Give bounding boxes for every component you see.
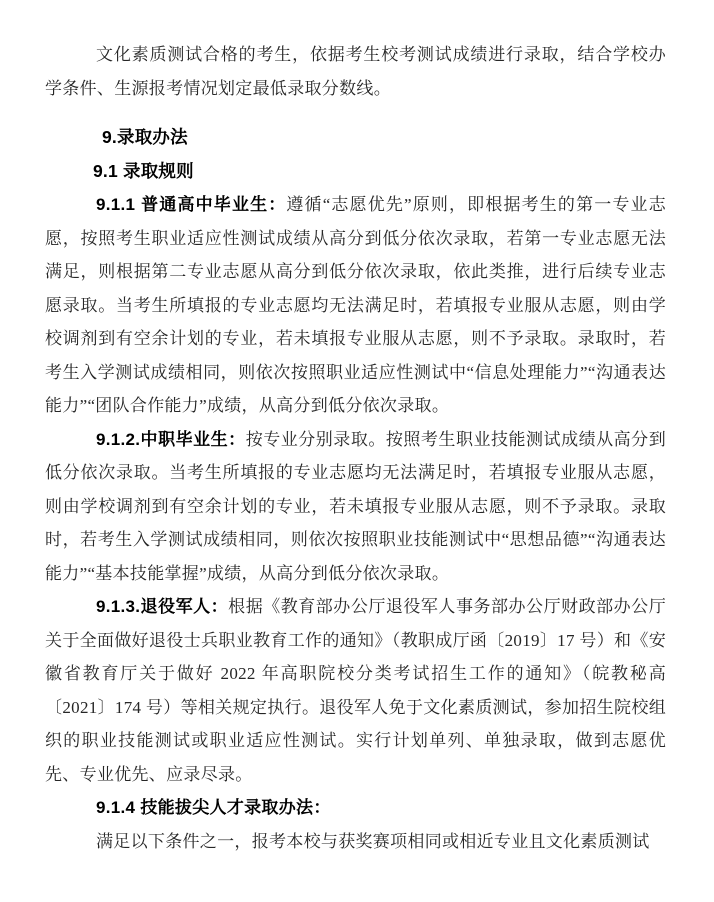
intro-paragraph-text: 文化素质测试合格的考生，依据考生校考测试成绩进行录取，结合学校办学条件、生源报考情况划定最低录取分数线。 (45, 45, 666, 98)
closing-paragraph (45, 825, 666, 859)
paragraph-9-1-1-body: 遵循“志愿优先”原则，即根据考生的第一专业志愿，按照考生职业适应性测试成绩从高分到低分依次录取，若第一专业志愿无法满足，则根据第二专业志愿从高分到低分依次录取，依此类推，进行后续专业志愿录取。当考生所填报的专业志愿均无法满足时，若填报专业服从志愿，则由学校调剂到有空余计划的专业，若未填报专业服从志愿，则不予录取。录取时，若考生入学测试成绩相同，则依次按照职业适应性测试中“信息处理能力”“沟通表达能力”“团队合作能力”成绩，从高分到低分依次录取。 (45, 195, 666, 415)
paragraph-9-1-3-label: 9.1.3.退役军人： (96, 597, 229, 616)
paragraph-9-1-1-label: 9.1.1 普通高中毕业生： (96, 195, 287, 214)
paragraph-9-1-1 (45, 188, 666, 423)
paragraph-9-1-4-label: 9.1.4 技能拔尖人才录取办法： (96, 798, 331, 817)
intro-paragraph (45, 38, 666, 105)
paragraph-9-1-2-body: 按专业分别录取。按照考生职业技能测试成绩从高分到低分依次录取。当考生所填报的专业志愿均无法满足时，若填报专业服从志愿，则由学校调剂到有空余计划的专业，若未填报专业服从志愿，则不予录取。录取时，若考生入学测试成绩相同，则依次按照职业技能测试中“思想品德”“沟通表达能力”“基本技能掌握”成绩，从高分到低分依次录取。 (45, 429, 666, 583)
section-heading: 9.录取办法 (102, 127, 188, 147)
paragraph-9-1-2-label: 9.1.2.中职毕业生： (96, 429, 246, 449)
paragraph-9-1-4-heading (45, 791, 666, 825)
subsection-heading: 9.1 录取规则 (93, 160, 194, 181)
paragraph-9-1-3 (45, 590, 666, 791)
paragraph-9-1-3-body: 根据《教育部办公厅退役军人事务部办公厅财政部办公厅关于全面做好退役士兵职业教育工作的通知》（教职成厅函〔2019〕17 号）和《安徽省教育厅关于做好 2022 年高职院校分类考试招生工作的通知》（皖教秘高〔2021〕174 号）等相关规定执行。退役军人免于文化素质测试，参加招生院校组织的职业技能测试或职业适应性测试。实行计划单列、单独录取，做到志愿优先、专业优先、应录尽录。 (45, 597, 666, 784)
paragraph-9-1-2 (45, 423, 666, 591)
closing-paragraph-text: 满足以下条件之一，报考本校与获奖赛项相同或相近专业且文化素质测试 (96, 831, 650, 851)
